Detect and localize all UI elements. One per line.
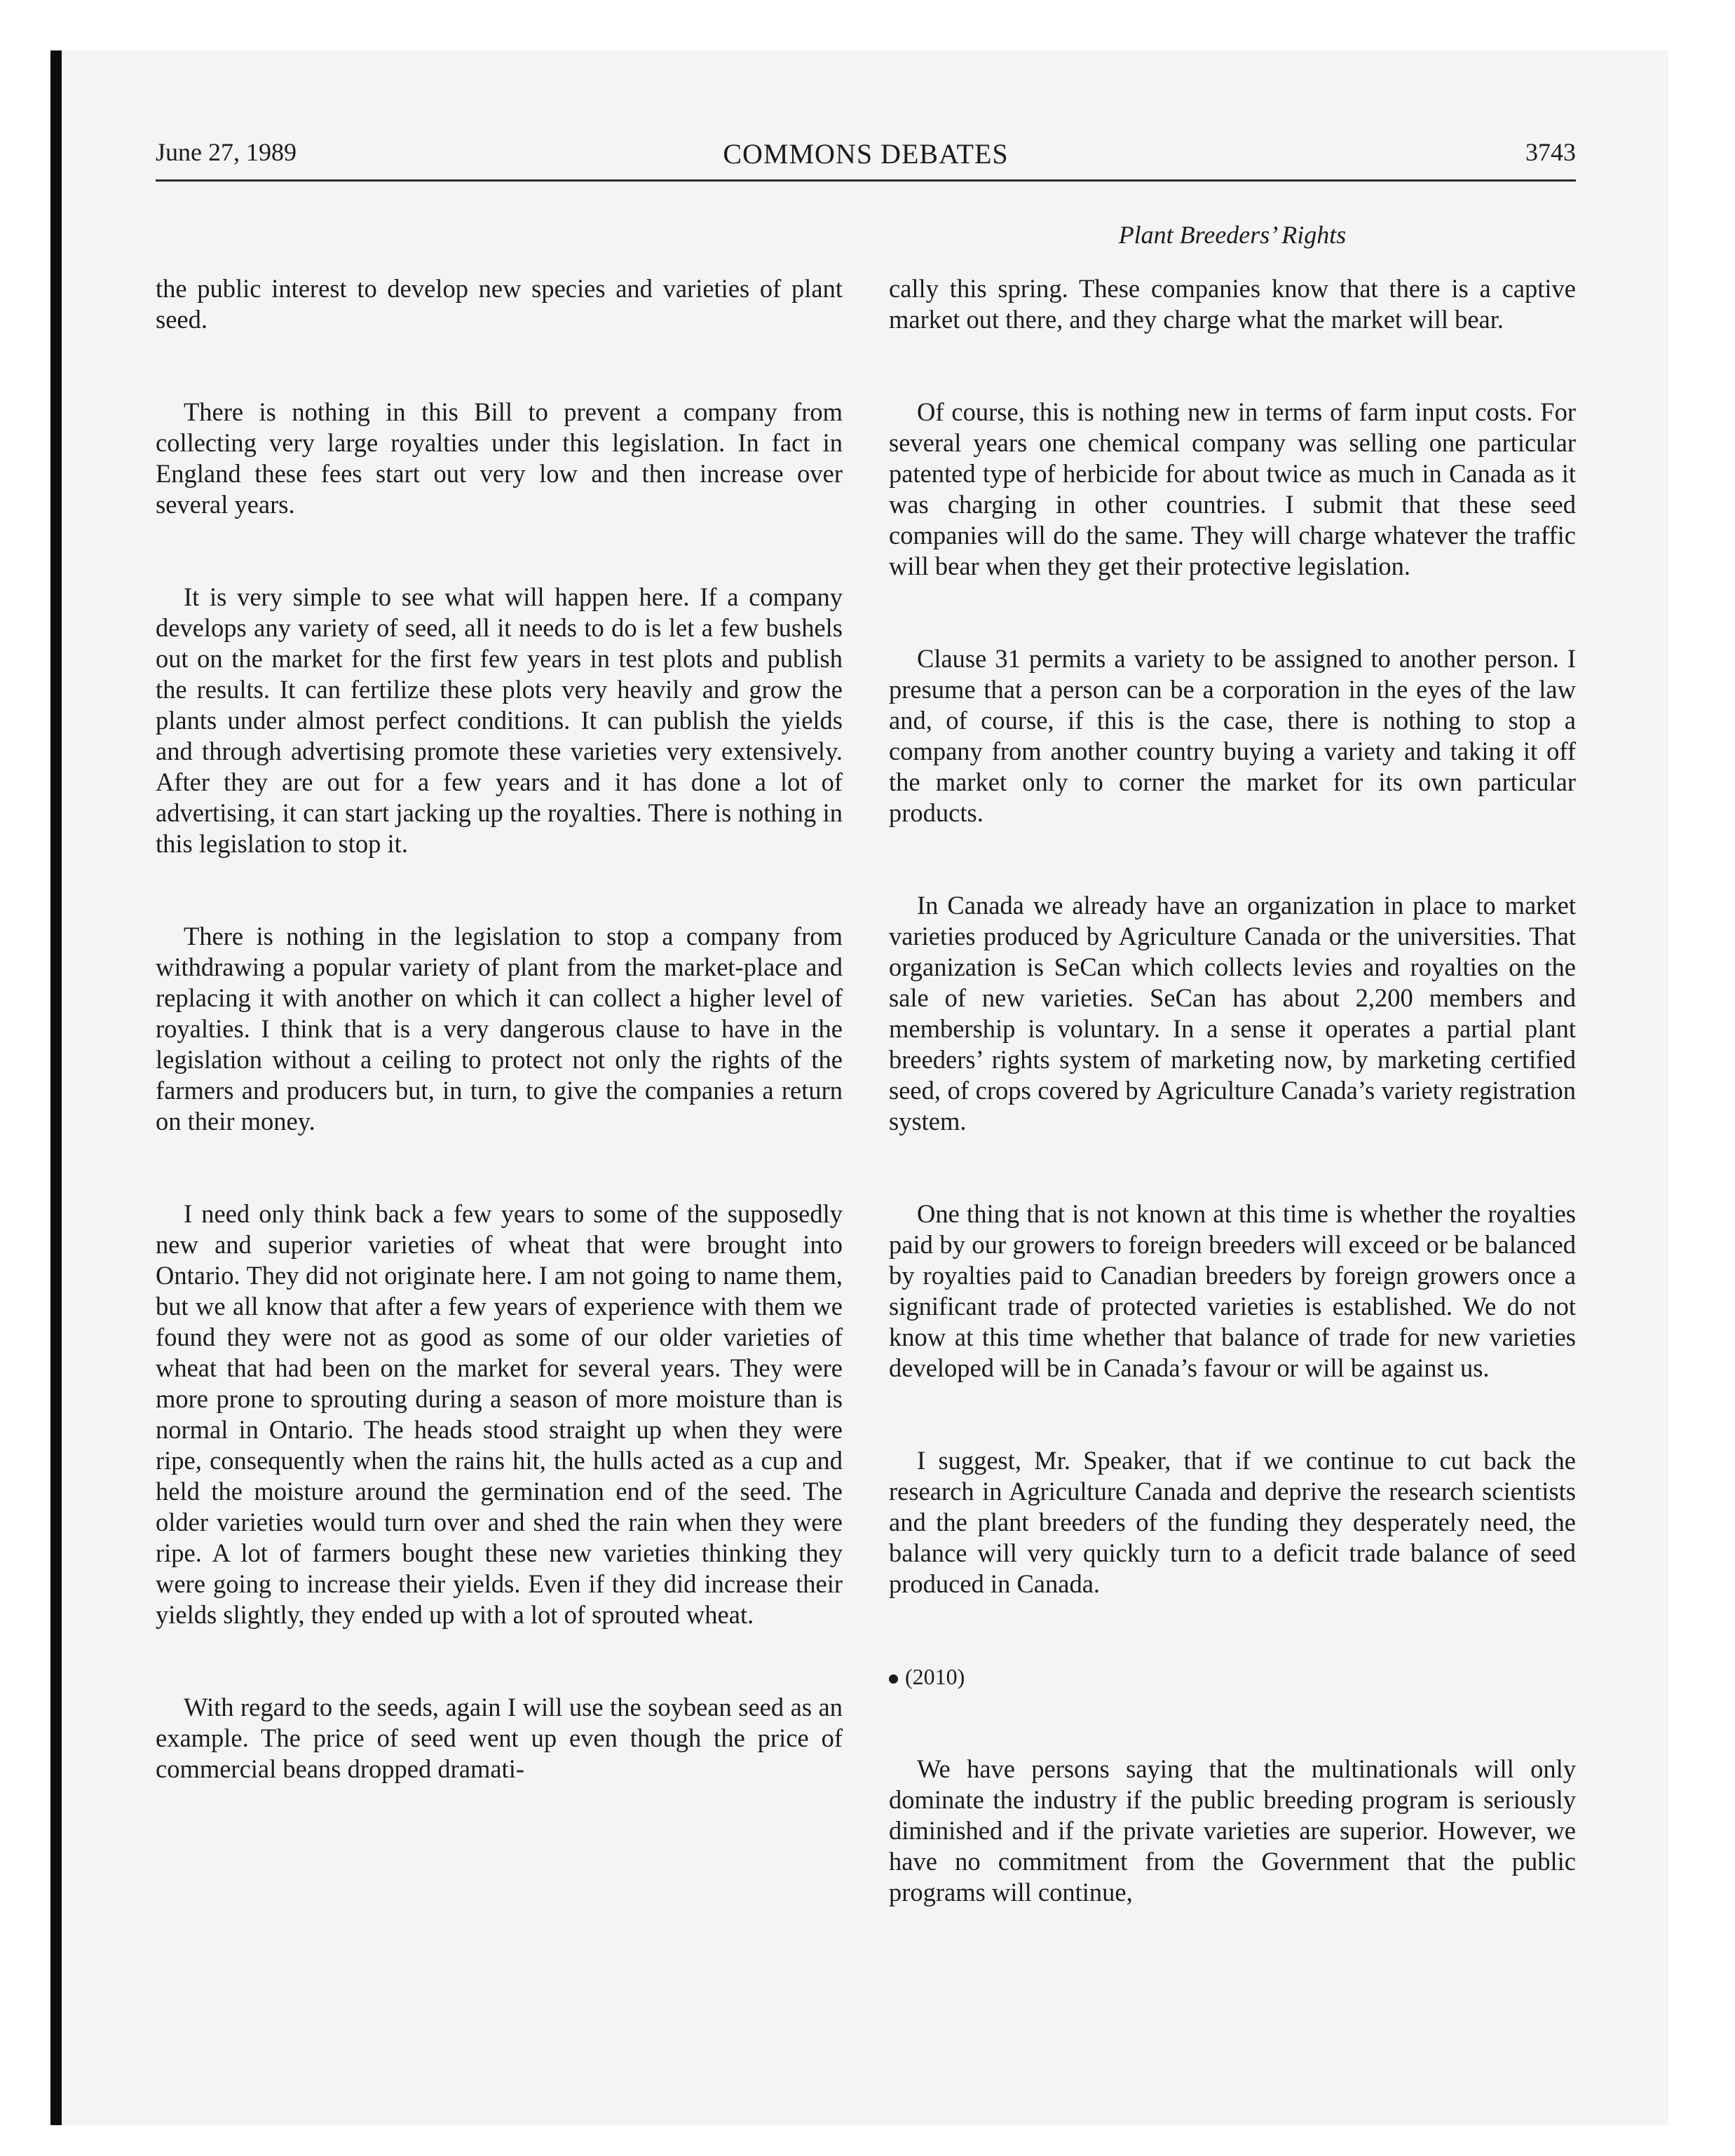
paragraph: I suggest, Mr. Speaker, that if we continue to cut back the research in Agriculture Canada and deprive the research scientists and the plant breeders of the funding they desperately need, the balance will very quickly turn to a deficit trade balance of seed produced in Canada. <box>889 1446 1576 1598</box>
paragraph: There is nothing in the legislation to stop a company from withdrawing a popular variety of plant from the market-place and replacing it with another on which it can collect a higher level of royalties. I think that is a very dangerous clause to have in the legislation without a ceiling to protect not only the rights of the farmers and producers but, in turn, to give the companies a return on their money. <box>156 922 843 1135</box>
page-header <box>156 137 1576 179</box>
paragraph: cally this spring. These companies know that there is a captive market out there, and they charge what the market will bear. <box>889 274 1576 334</box>
paragraph: We have persons saying that the multinationals will only dominate the industry if the public breeding program is seriously diminished and if the private varieties are superior. However, we have no commitment from the Government that the public programs will continue, <box>889 1754 1576 1906</box>
header-page-number: 3743 <box>1525 138 1576 166</box>
bullet-icon <box>889 1674 898 1684</box>
paragraph: In Canada we already have an organization in place to market varieties produced by Agriculture Canada or the universities. That organization is SeCan which collects levies and royalties on the sale of new varieties. SeCan has about 2,200 members and membership is voluntary. In a sense it operates a partial plant breeders’ rights system of marketing now, by marketing certified seed, of crops covered by Agriculture Canada’s variety registration system. <box>889 891 1576 1135</box>
section-heading: Plant Breeders’ Rights <box>1118 221 1347 249</box>
paragraph: Of course, this is nothing new in terms of farm input costs. For several years one chemical company was selling one particular patented type of herbicide for about twice as much in Canada as it was charging in other countries. I submit that these seed companies will do the same. They will charge whatever the traffic will bear when they get their protective legislation. <box>889 397 1576 580</box>
paragraph: With regard to the seeds, again I will use the soybean seed as an example. The price of seed went up even though the price of commercial beans dropped dramati- <box>156 1693 843 1783</box>
header-publication: COMMONS DEBATES <box>723 138 1009 170</box>
paragraph: It is very simple to see what will happen here. If a company develops any variety of seed, all it needs to do is let a few bushels out on the market for the first few years in test plots and publish the results. It can fertilize these plots very heavily and grow the plants under almost perfect conditions. It can publish the yields and through advertising promote these varieties very extensively. After they are out for a few years and it has done a lot of advertising, it can start jacking up the royalties. There is nothing in this legislation to stop it. <box>156 582 843 858</box>
right-column <box>889 273 1576 1970</box>
left-column <box>156 273 843 1846</box>
header-date: June 27, 1989 <box>156 138 297 166</box>
paragraph: Clause 31 permits a variety to be assigned to another person. I presume that a person can be a corporation in the eyes of the law and, of course, if this is the case, there is nothing to stop a company from another country buying a variety and taking it off the market only to corner the market for its own particular products. <box>889 644 1576 827</box>
scan-edge <box>50 50 62 2125</box>
paragraph: One thing that is not known at this time is whether the royalties paid by our growers to foreign breeders will exceed or be balanced by royalties paid to Canadian breeders by foreign growers once a significant trade of protected varieties is established. We do not know at this time whether that balance of trade for new varieties developed will be in Canada’s favour or will be against us. <box>889 1199 1576 1382</box>
paragraph: the public interest to develop new species and varieties of plant seed. <box>156 274 843 334</box>
paragraph: There is nothing in this Bill to prevent a company from collecting very large royalties under this legislation. In fact in England these fees start out very low and then increase over several years. <box>156 397 843 519</box>
paragraph: I need only think back a few years to some of the supposedly new and superior varieties of wheat that were brought into Ontario. They did not originate here. I am not going to name them, but we all know that after a few years of experience with them we found they were not as good as some of our older varieties of wheat that had been on the market for several years. They were more prone to sprouting during a season of more moisture than is normal in Ontario. The heads stood straight up when they were ripe, consequently when the rains hit, the hulls acted as a cup and held the moisture around the germination end of the seed. The older varieties would turn over and shed the rain when they were ripe. A lot of farmers bought these new varieties thinking they were going to increase their yields. Even if they did increase their yields slightly, they ended up with a lot of sprouted wheat. <box>156 1199 843 1629</box>
time-marker-text: (2010) <box>905 1664 965 1689</box>
header-rule <box>156 179 1576 182</box>
time-marker <box>889 1661 1576 1692</box>
